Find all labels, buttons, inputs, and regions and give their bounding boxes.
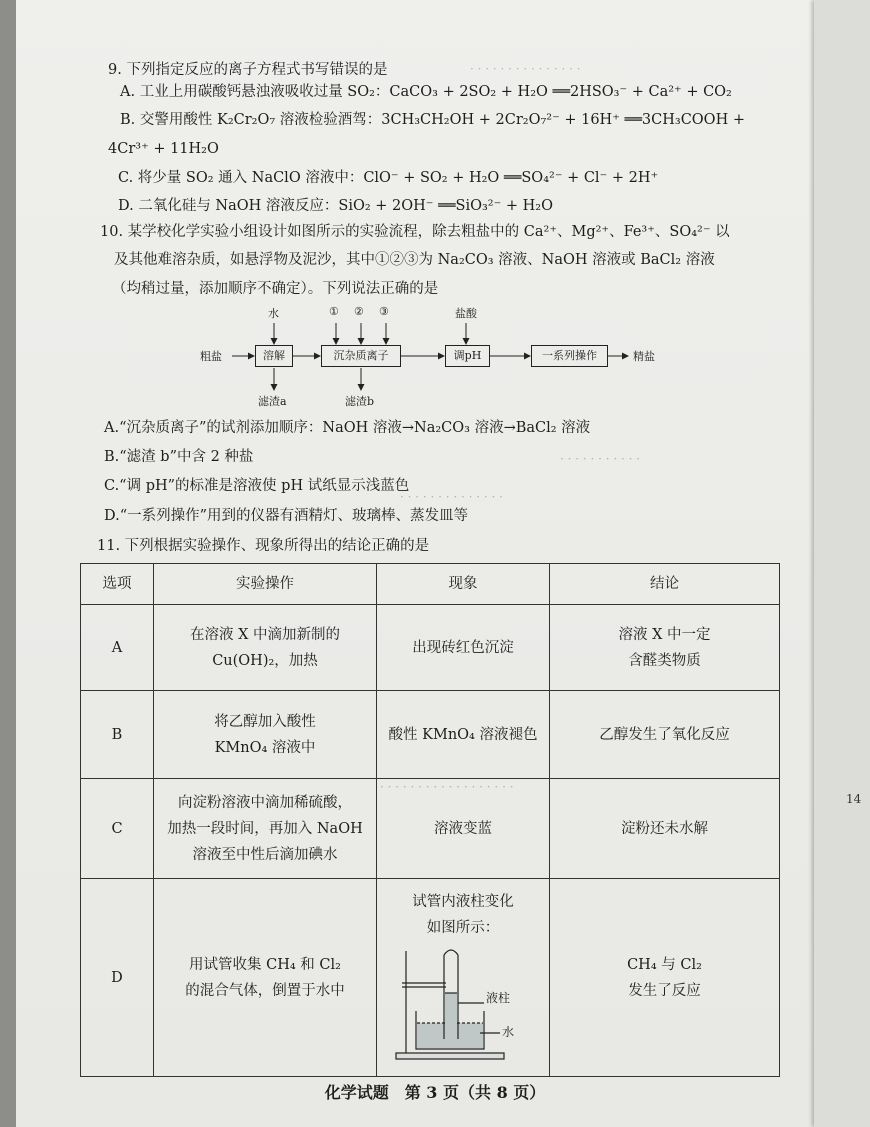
row-a-conclusion	[550, 605, 780, 691]
row-d-conclusion-line: 发生了反应	[628, 982, 701, 999]
table-header-row	[81, 564, 780, 605]
flow-label-reagent-3: ③	[379, 305, 389, 318]
flow-label-refined-salt: 精盐	[633, 350, 655, 363]
row-a-conclusion-line: 溶液 X 中一定	[618, 626, 711, 643]
row-b-conclusion: 乙醇发生了氧化反应	[550, 691, 780, 779]
row-c-operation-line: 加热一段时间，再加入 NaOH	[167, 820, 363, 837]
flow-box-dissolve: 溶解	[255, 345, 293, 367]
row-c-conclusion: 淀粉还未水解	[550, 779, 780, 879]
label-water: 水	[502, 1025, 515, 1039]
table-header-conclusion: 结论	[550, 564, 780, 605]
row-a-option: A	[81, 605, 154, 691]
table-row	[81, 691, 780, 779]
row-d-conclusion-line: CH₄ 与 Cl₂	[627, 956, 702, 973]
flow-label-crude-salt: 粗盐	[200, 350, 222, 363]
flow-label-water: 水	[268, 307, 279, 320]
row-a-conclusion-line: 含醛类物质	[628, 652, 701, 669]
row-d-operation-line: 用试管收集 CH₄ 和 Cl₂	[189, 956, 341, 973]
flow-label-acid: 盐酸	[455, 307, 477, 320]
row-d-conclusion	[550, 879, 780, 1077]
label-liquid-column: 液柱	[486, 991, 511, 1005]
row-d-observation	[377, 879, 550, 1077]
row-c-observation: 溶液变蓝	[377, 779, 550, 879]
q11-table	[80, 563, 780, 1077]
q10-stem-line2: 及其他难溶杂质，如悬浮物及泥沙，其中①②③为 Na₂CO₃ 溶液、NaOH 溶液或 BaCl₂ 溶液	[114, 252, 715, 268]
row-b-operation-line: KMnO₄ 溶液中	[214, 739, 316, 756]
q9-stem: 9. 下列指定反应的离子方程式书写错误的是	[108, 62, 388, 78]
q9-option-b-line2: 4Cr³⁺ + 11H₂O	[108, 141, 219, 157]
q9-option-b-line1: B. 交警用酸性 K₂Cr₂O₇ 溶液检验酒驾：3CH₃CH₂OH + 2Cr₂O₇²⁻ + 16H⁺ ══3CH₃COOH +	[120, 112, 745, 128]
row-b-observation: 酸性 KMnO₄ 溶液褪色	[377, 691, 550, 779]
row-a-operation	[154, 605, 377, 691]
test-tube-apparatus	[388, 943, 538, 1063]
q10-stem-line1: 10. 某学校化学实验小组设计如图所示的实验流程，除去粗盐中的 Ca²⁺、Mg²⁺、Fe³⁺、SO₄²⁻ 以	[100, 224, 730, 240]
row-a-operation-line: 在溶液 X 中滴加新制的	[189, 626, 341, 643]
q9-option-d: D. 二氧化硅与 NaOH 溶液反应：SiO₂ + 2OH⁻ ══SiO₃²⁻ + H₂O	[118, 198, 553, 214]
table-row	[81, 779, 780, 879]
q10-stem-line3: （均稍过量，添加顺序不确定）。下列说法正确的是	[112, 281, 439, 297]
flow-box-series: 一系列操作	[531, 345, 608, 367]
flow-label-residue-a: 滤渣a	[258, 395, 287, 408]
page-footer: 化学试题 第 3 页（共 8 页）	[324, 1083, 546, 1102]
row-a-operation-line: Cu(OH)₂，加热	[212, 652, 318, 669]
test-tube-figure	[388, 943, 538, 1063]
flow-box-adjust-ph: 调pH	[445, 345, 490, 367]
q10-option-a: A.“沉杂质离子”的试剂添加顺序：NaOH 溶液→Na₂CO₃ 溶液→BaCl₂ 溶液	[104, 420, 591, 436]
row-d-option: D	[81, 879, 154, 1077]
table-header-observation: 现象	[377, 564, 550, 605]
row-b-option: B	[81, 691, 154, 779]
table-header-option: 选项	[81, 564, 154, 605]
table-row	[81, 605, 780, 691]
flow-label-residue-b: 滤渣b	[345, 395, 375, 408]
row-d-operation	[154, 879, 377, 1077]
row-c-operation	[154, 779, 377, 879]
row-d-observation-line: 如图所示：	[426, 920, 500, 936]
row-a-observation: 出现砖红色沉淀	[377, 605, 550, 691]
table-header-operation: 实验操作	[154, 564, 377, 605]
q9-option-c: C. 将少量 SO₂ 通入 NaClO 溶液中：ClO⁻ + SO₂ + H₂O ══SO₄²⁻ + Cl⁻ + 2H⁺	[118, 170, 659, 186]
row-b-operation	[154, 691, 377, 779]
q10-option-b: B.“滤渣 b”中含 2 种盐	[104, 449, 254, 465]
q9-option-a: A. 工业上用碳酸钙悬浊液吸收过量 SO₂：CaCO₃ + 2SO₂ + H₂O ══2HSO₃⁻ + Ca²⁺ + CO₂	[120, 84, 732, 100]
flow-label-reagent-2: ②	[354, 305, 364, 318]
row-c-operation-line: 溶液至中性后滴加碘水	[192, 846, 338, 863]
edge-page-mark: 14	[846, 792, 862, 806]
q11-stem: 11. 下列根据实验操作、现象所得出的结论正确的是	[97, 538, 430, 554]
row-d-operation-line: 的混合气体，倒置于水中	[185, 982, 345, 999]
q10-option-d: D.“一系列操作”用到的仪器有酒精灯、玻璃棒、蒸发皿等	[104, 508, 469, 524]
row-c-operation-line: 向淀粉溶液中滴加稀硫酸，	[178, 794, 352, 811]
q10-option-c: C.“调 pH”的标准是溶液使 pH 试纸显示浅蓝色	[104, 478, 410, 494]
row-c-option: C	[81, 779, 154, 879]
row-d-observation-line: 试管内液柱变化	[412, 894, 514, 910]
flow-box-precipitate: 沉杂质离子	[321, 345, 401, 367]
next-page-edge	[814, 0, 870, 1127]
flow-label-reagent-1: ①	[329, 305, 339, 318]
row-b-operation-line: 将乙醇加入酸性	[214, 713, 316, 730]
table-row	[81, 879, 780, 1077]
